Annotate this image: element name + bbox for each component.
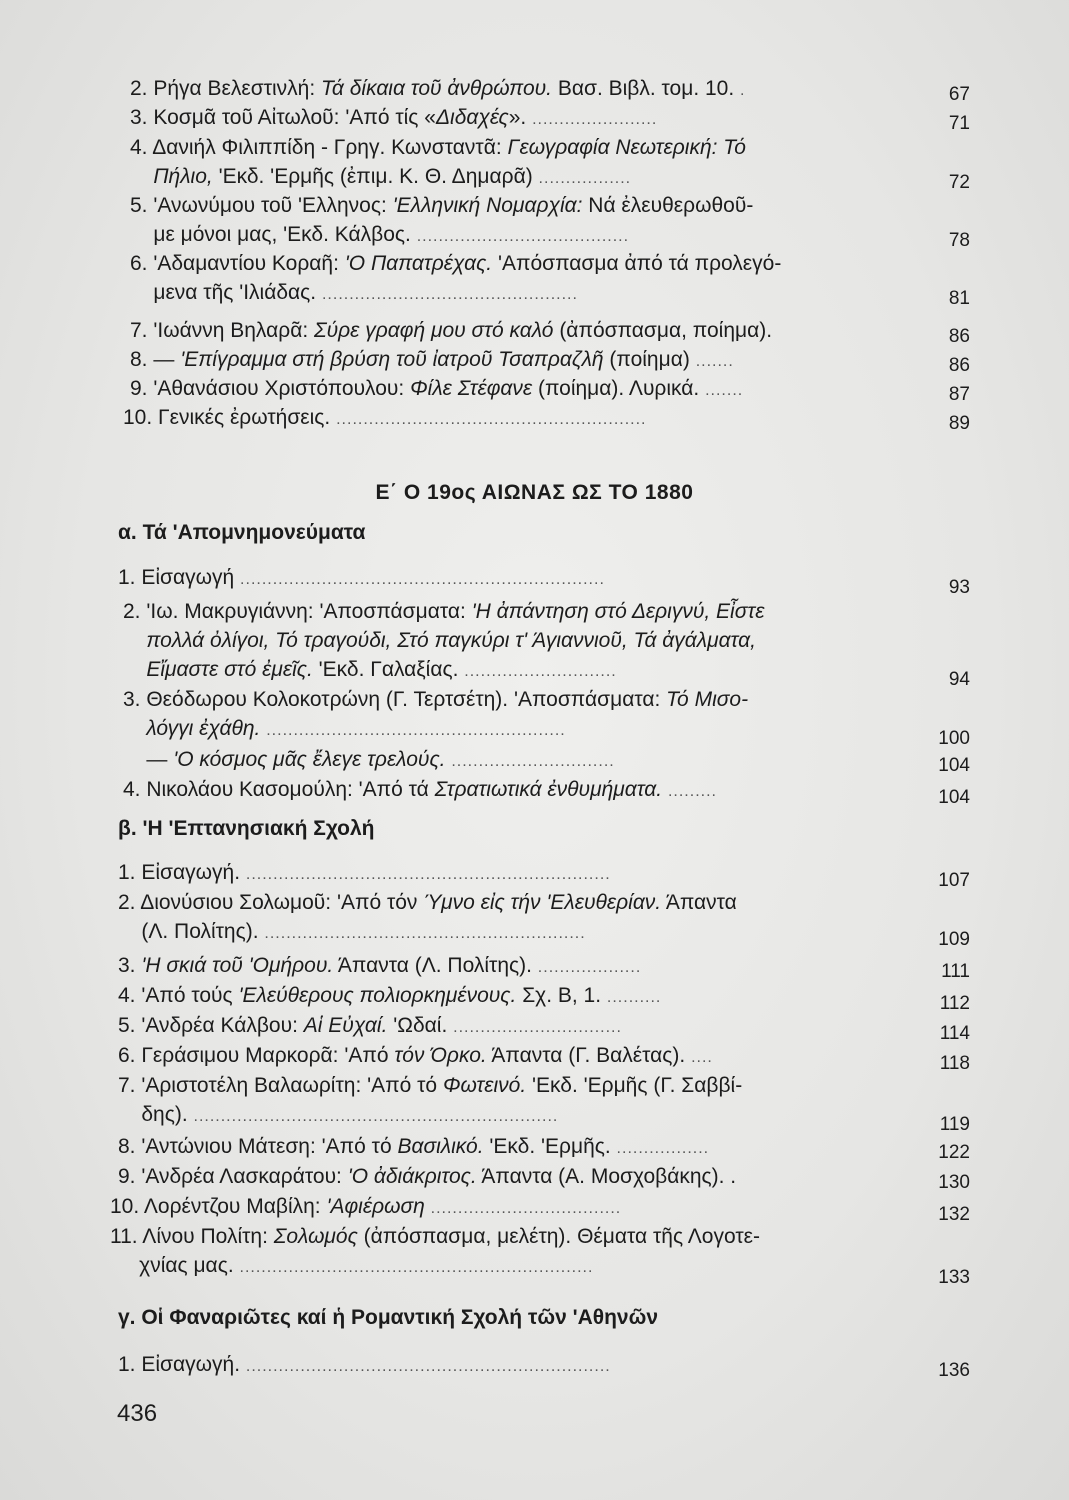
toc-entry: 10. Λορέντζου Μαβίλη: 'Αφιέρωση ................................... 132 bbox=[110, 1195, 970, 1225]
subsection-heading-b: β. 'Η 'Επτανησιακή Σχολή bbox=[118, 817, 375, 840]
subsection-heading-a: α. Τά 'Απομνημονεύματα bbox=[118, 521, 366, 544]
page-ref: 67 bbox=[948, 84, 970, 105]
toc-entry: 2. Ρήγα Βελεστινλή: Τά δίκαια τοῦ ἀνθρώπου. Βασ. Βιβλ. τομ. 10. . 67 bbox=[130, 74, 970, 103]
toc-entry: 3. Κοσμᾶ τοῦ Αἰτωλοῦ: 'Από τίς «Διδαχές». ....................... 71 bbox=[130, 106, 970, 134]
subsection-heading-c: γ. Οἱ Φαναριῶτες καί ἡ Ρομαντική Σχολή τῶν 'Αθηνῶν bbox=[118, 1306, 659, 1329]
toc-entry: 9. 'Αθανάσιου Χριστόπουλου: Φίλε Στέφανε (ποίημα). Λυρικά. ....... 87 bbox=[130, 377, 970, 405]
toc-entry: 2. Διονύσιου Σολωμοῦ: 'Από τόν Ύμνο εἰς τήν 'Ελευθερίαν. Άπαντα (Λ. Πολίτης). ........................................................... 109 bbox=[118, 891, 970, 950]
toc-entry: 3. 'Η σκιά τοῦ 'Ομήρου. Άπαντα (Λ. Πολίτης). ................... 111 bbox=[118, 954, 970, 982]
toc-entry: 1. Εἰσαγωγή. ................................................................... 136 bbox=[118, 1353, 970, 1381]
toc-entry: 7. 'Αριστοτέλη Βαλαωρίτη: 'Από τό Φωτεινό. 'Εκδ. 'Ερμῆς (Γ. Σαββί- δης). ................................................................... 119 bbox=[118, 1074, 970, 1135]
toc-entry: 9. 'Ανδρέα Λασκαράτου: 'Ο ἀδιάκριτος. Άπαντα (Α. Μοσχοβάκης). . 130 bbox=[118, 1165, 970, 1193]
toc-entry: 8. — 'Επίγραμμα στή βρύση τοῦ ἰατροῦ Τσαπραζλῆ (ποίημα) ....... 86 bbox=[130, 348, 970, 376]
toc-entry: 8. 'Αντώνιου Μάτεση: 'Από τό Βασιλικό. 'Εκδ. 'Ερμῆς. ................. 122 bbox=[118, 1135, 970, 1163]
toc-entry: 11. Λίνου Πολίτη: Σολωμός (ἀπόσπασμα, μελέτη). Θέματα τῆς Λογοτε- χνίας μας. ................................................................. 133 bbox=[110, 1225, 970, 1288]
toc-entry: — 'Ο κόσμος μᾶς ἔλεγε τρελούς. .............................. 104 bbox=[123, 748, 970, 776]
toc-entry: 4. 'Από τούς 'Ελεύθερους πολιορκημένους. Σχ. Β, 1. .......... 112 bbox=[118, 984, 970, 1014]
toc-entry: 6. Γεράσιμου Μαρκορᾶ: 'Από τόν Όρκο. Άπαντα (Γ. Βαλέτας). .... 118 bbox=[118, 1044, 970, 1074]
section-title: Ε΄ Ο 19ος ΑΙΩΝΑΣ ΩΣ ΤΟ 1880 bbox=[375, 481, 694, 504]
toc-entry: 1. Εἰσαγωγή ................................................................... 93 bbox=[118, 566, 970, 598]
toc-entry: 4. Δανιήλ Φιλιππίδη - Γρηγ. Κωνσταντᾶ: Γεωγραφία Νεωτερική: Τό Πήλιο, 'Εκδ. 'Ερμῆς (ἐπιμ. Κ. Θ. Δημαρᾶ) ................. 72 bbox=[130, 136, 970, 193]
toc-entry: 4. Νικολάου Κασομούλη: 'Από τά Στρατιωτικά ἐνθυμήματα. ......... 104 bbox=[123, 778, 970, 808]
page-number: 436 bbox=[117, 1400, 158, 1427]
toc-entry: 5. 'Ανδρέα Κάλβου: Αἱ Εὐχαί. 'Ωδαί. ............................... 114 bbox=[118, 1014, 970, 1044]
toc-entry: 3. Θεόδωρου Κολοκοτρώνη (Γ. Τερτσέτη). 'Αποσπάσματα: Τό Μισο- λόγγι ἐχάθη. ....................................................... 100 bbox=[123, 688, 970, 749]
toc-entry: 7. 'Ιωάννη Βηλαρᾶ: Σύρε γραφή μου στό καλό (ἀπόσπασμα, ποίημα). 86 bbox=[130, 319, 970, 347]
toc-entry: 1. Εἰσαγωγή. ................................................................... 107 bbox=[118, 861, 970, 891]
toc-entry: 2. 'Ιω. Μακρυγιάννη: 'Αποσπάσματα: 'Η ἀπάντηση στό Δεριγνύ, Εἶστε πολλά ὀλίγοι, Τό τραγούδι, Στό παγκύρι τ' Άγιαννιοῦ, Τά ἀγάλματα, Εἴμαστε στό ἐμεῖς. 'Εκδ. Γαλαξίας. ............................ 94 bbox=[123, 600, 970, 690]
toc-entry: 5. 'Ανωνύμου τοῦ 'Ελληνος: 'Ελληνική Νομαρχία: Νά ἐλευθερωθοῦ- με μόνοι μας, 'Εκδ. Κάλβος. ....................................... 78 bbox=[130, 194, 970, 251]
toc-entry: 6. 'Αδαμαντίου Κοραῆ: 'Ο Παπατρέχας. 'Απόσπασμα ἀπό τά προλεγό- μενα τῆς 'Ιλιάδας. ............................................... 81 bbox=[130, 252, 970, 309]
toc-entry: 10. Γενικές ἐρωτήσεις. ......................................................... 89 bbox=[123, 406, 970, 434]
